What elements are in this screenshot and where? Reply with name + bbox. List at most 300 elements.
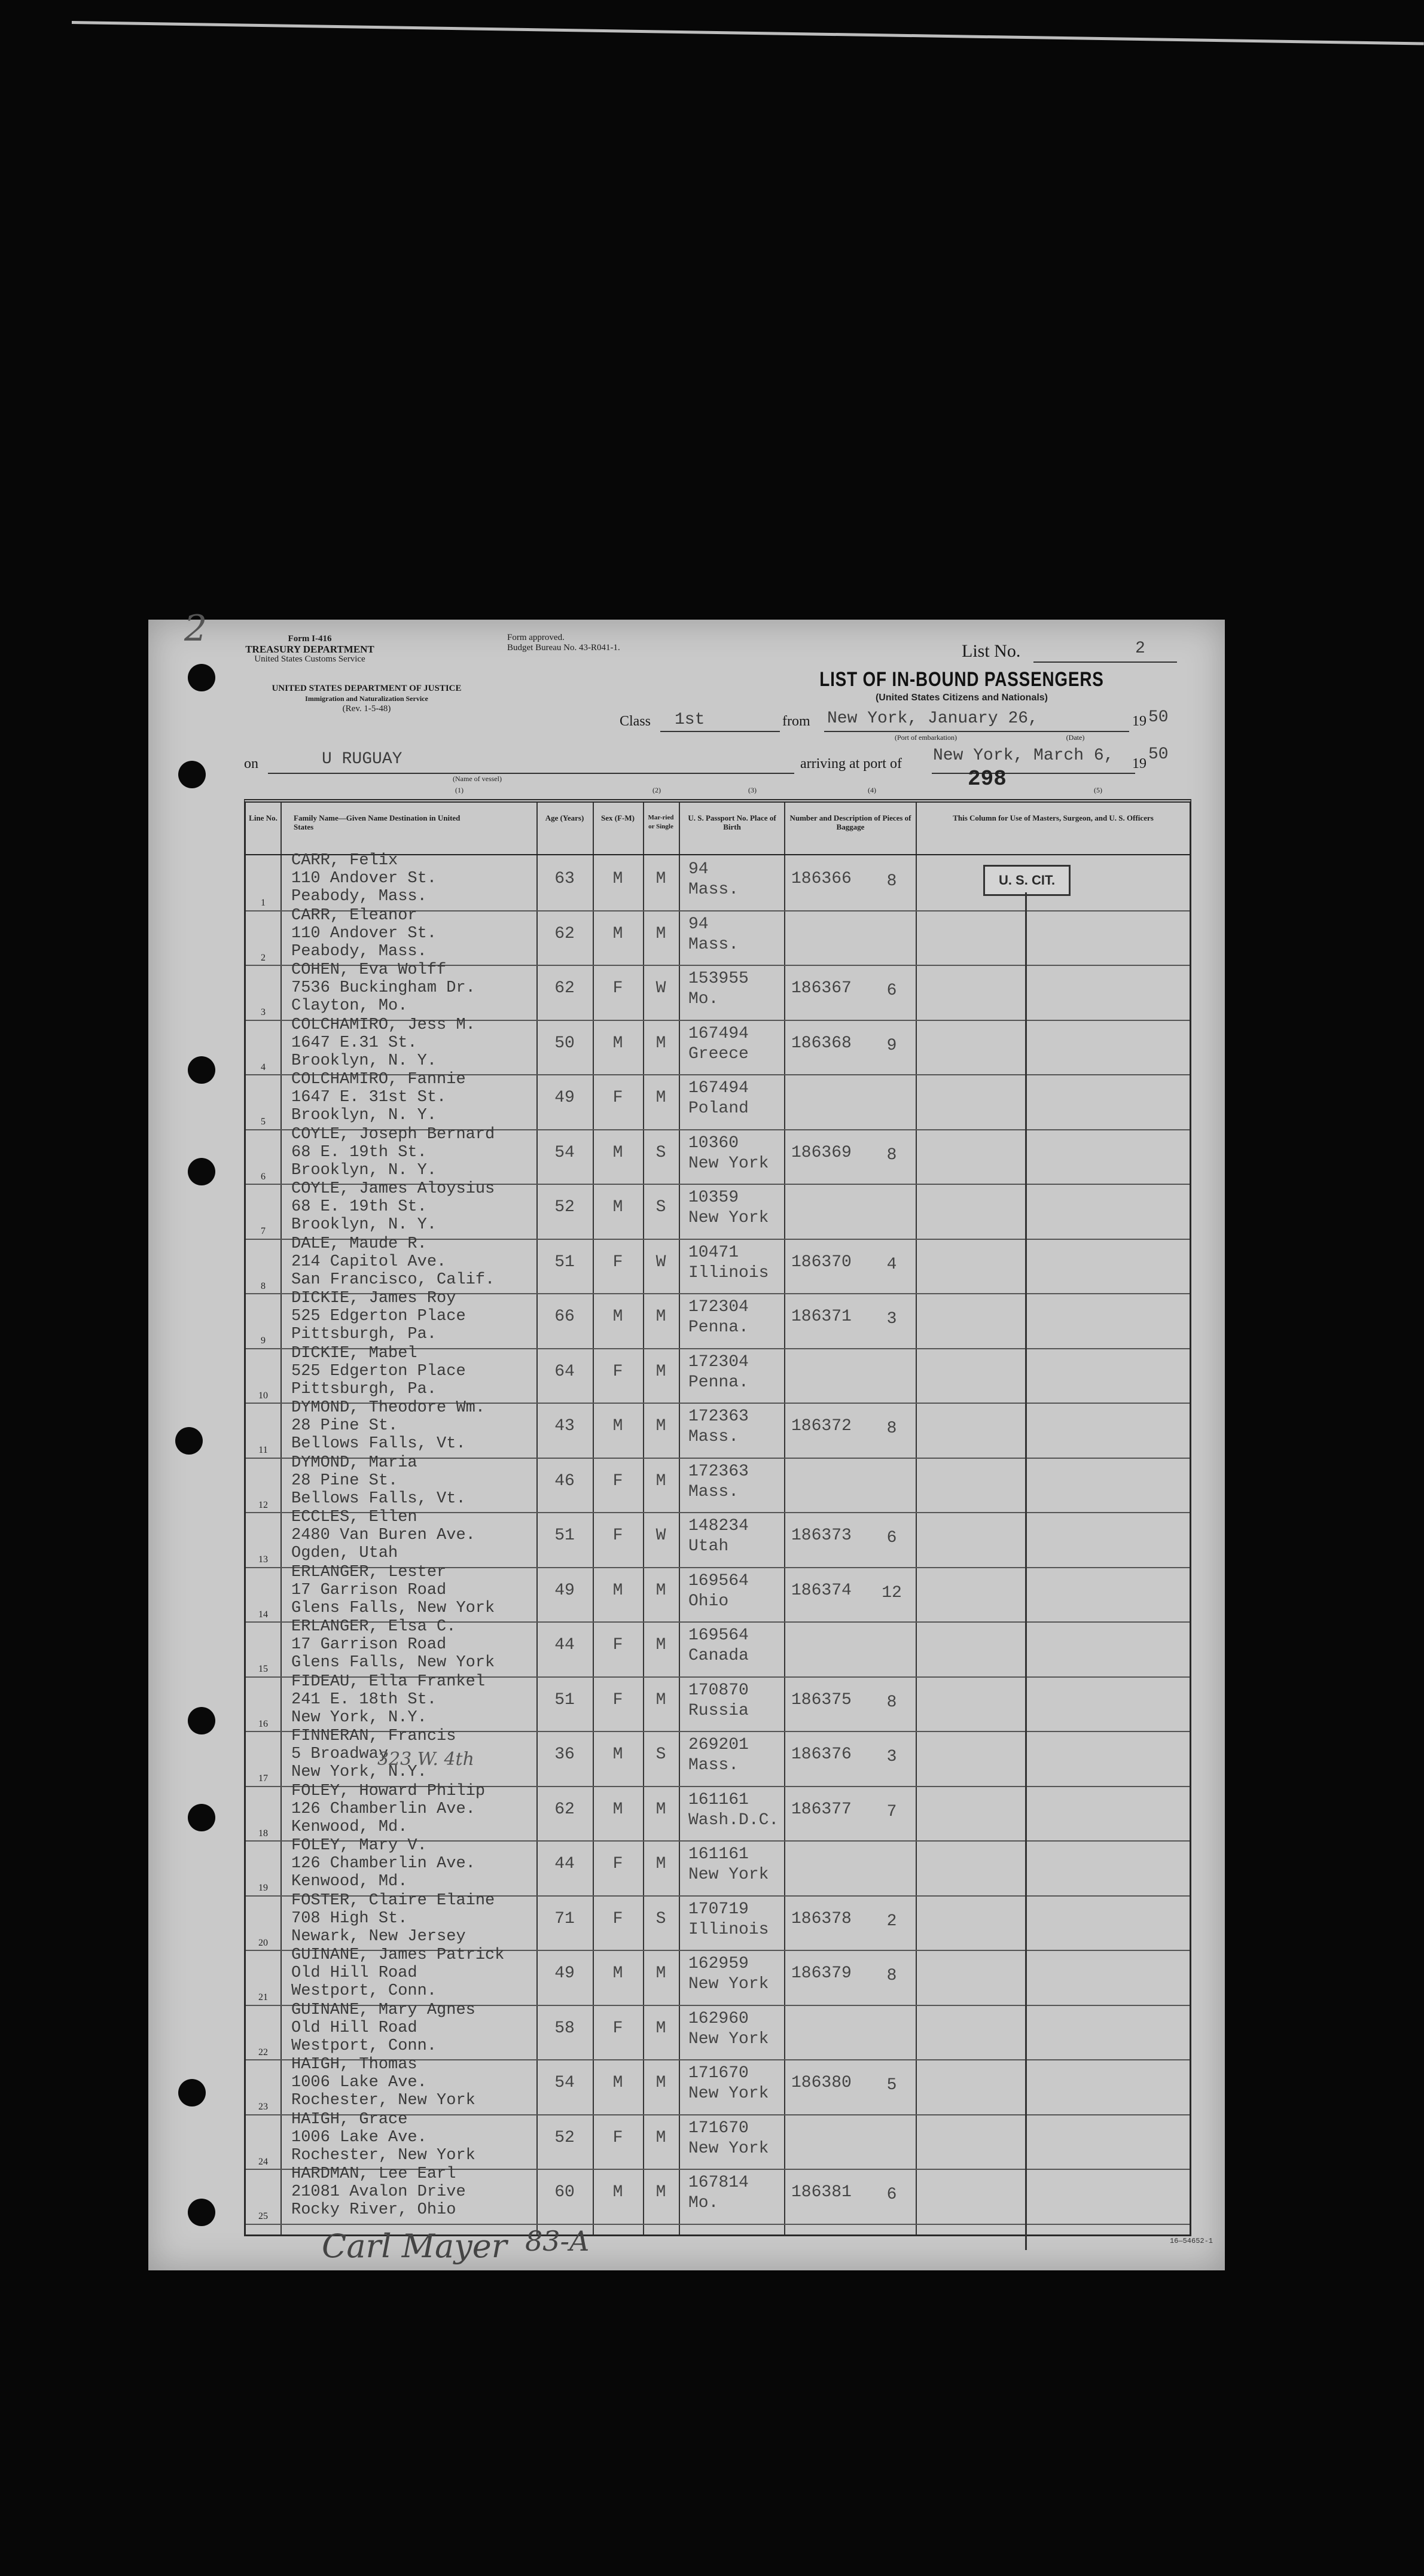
marital-status: M — [655, 1581, 666, 1600]
marital-status: S — [655, 1909, 666, 1928]
passenger-name-address: FIDEAU, Ella Frankel 241 E. 18th St. New York, N.Y. — [291, 1672, 486, 1727]
table-row — [246, 1234, 1190, 1294]
us-citizen-stamp: U. S. CIT. — [983, 865, 1071, 896]
line-number: 25 — [258, 2211, 268, 2221]
table-row — [246, 1672, 1190, 1732]
marital-status: M — [655, 2074, 666, 2092]
baggage-pieces: 3 — [886, 1310, 897, 1328]
marital-status: W — [655, 1252, 666, 1272]
marital-status: M — [655, 1690, 666, 1709]
sex: M — [612, 1034, 623, 1053]
line-number: 1 — [261, 898, 266, 908]
table-row — [246, 1071, 1190, 1130]
passenger-name-address: DICKIE, Mabel 525 Edgerton Place Pittsburgh, Pa. — [291, 1344, 466, 1398]
place-of-birth: Mass. — [688, 1756, 739, 1775]
arrival-underline — [932, 773, 1135, 774]
table-row — [246, 1563, 1190, 1623]
baggage-pieces: 8 — [886, 1967, 897, 1985]
line-number: 21 — [258, 1992, 268, 2002]
table-row — [246, 1180, 1190, 1239]
punch-hole — [175, 1427, 203, 1455]
col-header-baggage: Number and Description of Pieces of Baggage — [789, 813, 911, 831]
age: 44 — [554, 1636, 575, 1654]
from-year: 50 — [1148, 708, 1169, 727]
age: 36 — [554, 1745, 575, 1764]
approval-block — [507, 633, 675, 653]
baggage-pieces: 8 — [886, 1145, 897, 1164]
sex: F — [612, 1471, 623, 1490]
col-number-4: (4) — [868, 786, 876, 794]
punch-hole — [188, 1804, 215, 1831]
from-value: New York, January 26, — [827, 709, 1038, 728]
passenger-name-address: COHEN, Eva Wolff 7536 Buckingham Dr. Clayton, Mo. — [291, 961, 475, 1015]
table-row — [246, 961, 1190, 1020]
sex: F — [612, 2128, 623, 2147]
marital-status: M — [655, 1417, 666, 1435]
line-number: 22 — [258, 2047, 268, 2057]
vessel-note: (Name of vessel) — [453, 775, 502, 783]
place-of-birth: Wash.D.C. — [688, 1810, 779, 1830]
line-number: 20 — [258, 1937, 268, 1948]
revision-date: (Rev. 1-5-48) — [342, 704, 391, 714]
table-row — [246, 2001, 1190, 2060]
port-embarkation-note: (Port of embarkation) — [895, 733, 957, 742]
punch-hole — [188, 1707, 215, 1734]
line-number: 9 — [261, 1336, 266, 1346]
inspector-signature: Carl Mayer — [322, 2227, 507, 2265]
sex: M — [612, 1800, 623, 1819]
list-no-label: List No. — [962, 641, 1021, 661]
arrival-year-prefix: 19 — [1132, 756, 1146, 772]
place-of-birth: Canada — [688, 1647, 749, 1665]
marital-status: M — [655, 1034, 666, 1053]
col-header-line: Line No. — [249, 813, 278, 822]
marital-status: M — [655, 1362, 666, 1381]
passenger-name-address: GUINANE, Mary Agnes Old Hill Road Westport, Conn. — [291, 2001, 475, 2055]
arrival-value: New York, March 6, — [933, 746, 1114, 765]
table-row — [246, 2110, 1190, 2170]
table-row — [246, 1727, 1190, 1787]
baggage-pieces: 8 — [886, 1693, 897, 1712]
handwritten-address-note: 323 W. 4th — [377, 1749, 474, 1770]
marital-status: M — [655, 924, 666, 943]
place-of-birth: New York — [688, 1865, 769, 1884]
signature-note: 83-A — [525, 2225, 590, 2257]
marital-status: M — [655, 870, 666, 888]
table-row — [246, 1125, 1190, 1185]
passport-number: 94 — [688, 914, 709, 934]
baggage-pieces: 9 — [886, 1036, 897, 1055]
sex: F — [612, 1855, 623, 1873]
baggage-number: 186375 — [791, 1690, 852, 1709]
line-number: 24 — [258, 2156, 268, 2167]
place-of-birth: New York — [688, 1209, 769, 1227]
from-underline — [824, 731, 1129, 732]
baggage-pieces: 3 — [886, 1748, 897, 1766]
punch-hole — [178, 761, 206, 788]
passenger-name-address: COLCHAMIRO, Fannie 1647 E. 31st St. Brooklyn, N. Y. — [291, 1071, 466, 1124]
sex: M — [612, 1745, 623, 1764]
passport-number: 161161 — [688, 1790, 749, 1809]
table-row — [246, 1946, 1190, 2005]
place-of-birth: New York — [688, 1154, 769, 1173]
passport-number: 10359 — [688, 1188, 739, 1207]
col-number-2: (2) — [652, 786, 661, 794]
line-number: 2 — [261, 952, 266, 963]
class-underline — [660, 731, 780, 732]
sex: M — [612, 1198, 623, 1217]
age: 52 — [554, 2128, 575, 2147]
table-row — [246, 1618, 1190, 1677]
passenger-name-address: DALE, Maude R. 214 Capitol Ave. San Francisco, Calif. — [291, 1234, 495, 1289]
age: 49 — [554, 1581, 575, 1600]
punch-hole — [178, 2079, 206, 2106]
baggage-number: 186380 — [791, 2074, 852, 2092]
marital-status: W — [655, 1526, 666, 1545]
passport-number: 172363 — [688, 1462, 749, 1481]
place-of-birth: Illinois — [688, 1920, 769, 1939]
line-number: 17 — [258, 1773, 268, 1784]
passenger-name-address: FOLEY, Howard Philip 126 Chamberlin Ave. Kenwood, Md. — [291, 1782, 486, 1836]
place-of-birth: New York — [688, 2139, 769, 2158]
line-number: 18 — [258, 1828, 268, 1839]
passenger-name-address: FOSTER, Claire Elaine 708 High St. Newark, New Jersey — [291, 1891, 495, 1946]
passport-number: 170870 — [688, 1681, 749, 1700]
form-number: Form I-416 — [288, 634, 332, 644]
place-of-birth: Mass. — [688, 880, 739, 899]
passenger-name-address: DICKIE, James Roy 525 Edgerton Place Pittsburgh, Pa. — [291, 1289, 466, 1343]
marital-status: W — [655, 979, 666, 998]
age: 66 — [554, 1307, 575, 1326]
marital-status: M — [655, 1636, 666, 1654]
age: 64 — [554, 1362, 575, 1381]
sex: M — [612, 870, 623, 888]
place-of-birth: Illinois — [688, 1263, 769, 1282]
passport-number: 167494 — [688, 1024, 749, 1043]
passport-number: 167494 — [688, 1079, 749, 1098]
passenger-name-address: CARR, Eleanor 110 Andover St. Peabody, Mass. — [291, 906, 437, 961]
passport-number: 162960 — [688, 2009, 749, 2028]
passport-number: 10360 — [688, 1133, 739, 1153]
sex: M — [612, 2183, 623, 2202]
department-name: TREASURY DEPARTMENT — [245, 644, 374, 655]
class-value: 1st — [675, 711, 705, 729]
age: 51 — [554, 1526, 575, 1545]
place-of-birth: Poland — [688, 1099, 749, 1118]
line-number: 4 — [261, 1062, 266, 1072]
sex: M — [612, 924, 623, 943]
col-header-age: Age (Years) — [545, 813, 584, 822]
table-row — [246, 1344, 1190, 1404]
justice-block — [238, 684, 495, 714]
baggage-pieces: 7 — [886, 1802, 897, 1821]
sex: M — [612, 1143, 623, 1162]
page-title: LIST OF IN-BOUND PASSENGERS — [819, 668, 1104, 691]
stamp-ditto-line — [1025, 892, 1027, 2250]
table-row — [246, 1837, 1190, 1896]
baggage-pieces: 6 — [886, 981, 897, 1000]
age: 43 — [554, 1417, 575, 1435]
form-code: 16—54652-1 — [1169, 2237, 1213, 2245]
age: 44 — [554, 1855, 575, 1873]
place-of-birth: New York — [688, 1975, 769, 1993]
baggage-pieces: 12 — [882, 1583, 902, 1602]
passport-number: 169564 — [688, 1626, 749, 1645]
place-of-birth: Russia — [688, 1701, 749, 1720]
passenger-name-address: HAIGH, Thomas 1006 Lake Ave. Rochester, New York — [291, 2056, 475, 2109]
approval-text: Form approved. — [507, 633, 565, 642]
age: 52 — [554, 1198, 575, 1217]
passport-number: 170719 — [688, 1900, 749, 1919]
passenger-table — [244, 799, 1191, 2236]
passport-number: 172304 — [688, 1352, 749, 1371]
col-header-passport: U. S. Passport No. Place of Birth — [688, 813, 776, 831]
place-of-birth: Utah — [688, 1537, 729, 1556]
place-of-birth: Greece — [688, 1044, 749, 1063]
baggage-pieces: 2 — [886, 1912, 897, 1931]
baggage-number: 186377 — [791, 1800, 852, 1819]
passport-number: 169564 — [688, 1571, 749, 1590]
place-of-birth: New York — [688, 2084, 769, 2103]
punch-hole — [188, 1158, 215, 1185]
table-row — [246, 1289, 1190, 1349]
baggage-pieces: 8 — [886, 872, 897, 891]
line-number: 14 — [258, 1609, 268, 1620]
passenger-name-address: DYMOND, Maria 28 Pine St. Bellows Falls, Vt. — [291, 1453, 466, 1508]
col-header-married: Mar-ried or Single — [648, 814, 674, 830]
passenger-name-address: FINNERAN, Francis 5 Broadway New York, N.Y. — [291, 1727, 456, 1781]
line-number: 11 — [258, 1445, 268, 1455]
line-number: 6 — [261, 1171, 266, 1182]
line-number: 19 — [258, 1883, 268, 1893]
baggage-number: 186381 — [791, 2183, 852, 2202]
passport-number: 171670 — [688, 2064, 749, 2083]
baggage-pieces: 4 — [886, 1255, 897, 1274]
passenger-name-address: HARDMAN, Lee Earl 21081 Avalon Drive Rocky River, Ohio — [291, 2165, 466, 2219]
from-year-prefix: 19 — [1132, 714, 1146, 729]
marital-status: M — [655, 1964, 666, 1983]
age: 46 — [554, 1471, 575, 1490]
line-number: 5 — [261, 1117, 266, 1127]
place-of-birth: Penna. — [688, 1318, 749, 1337]
corner-mark: 2 — [184, 608, 208, 650]
on-label: on — [244, 756, 258, 772]
place-of-birth: Mass. — [688, 1482, 739, 1501]
passport-number: 172363 — [688, 1407, 749, 1426]
age: 62 — [554, 979, 575, 998]
line-number: 23 — [258, 2102, 268, 2112]
col-number-5: (5) — [1094, 786, 1102, 794]
passenger-name-address: DYMOND, Theodore Wm. 28 Pine St. Bellows Falls, Vt. — [291, 1399, 486, 1453]
sex: F — [612, 1690, 623, 1709]
place-of-birth: Mo. — [688, 990, 719, 1008]
sex: M — [612, 1417, 623, 1435]
table-row — [246, 1891, 1190, 1951]
row-divider — [246, 2224, 1190, 2225]
passenger-name-address: ERLANGER, Elsa C. 17 Garrison Road Glens Falls, New York — [291, 1618, 495, 1672]
marital-status: M — [655, 2183, 666, 2202]
col-number-3: (3) — [748, 786, 757, 794]
baggage-number: 186379 — [791, 1964, 852, 1983]
passport-number: 148234 — [688, 1517, 749, 1535]
place-of-birth: New York — [688, 2029, 769, 2048]
passenger-name-address: ECCLES, Ellen 2480 Van Buren Ave. Ogden, Utah — [291, 1508, 475, 1562]
sex: F — [612, 1636, 623, 1654]
passport-number: 153955 — [688, 970, 749, 988]
passport-number: 94 — [688, 860, 709, 879]
sex: F — [612, 2019, 623, 2038]
budget-text: Budget Bureau No. 43-R041-1. — [507, 643, 620, 653]
line-number: 10 — [258, 1390, 268, 1401]
manifest-page — [148, 608, 1225, 2270]
baggage-number: 186376 — [791, 1745, 852, 1764]
baggage-pieces: 6 — [886, 2185, 897, 2204]
passport-number: 269201 — [688, 1736, 749, 1754]
passport-number: 10471 — [688, 1243, 739, 1262]
justice-dept: UNITED STATES DEPARTMENT OF JUSTICE — [272, 684, 462, 693]
from-label: from — [782, 714, 810, 729]
sex: M — [612, 1964, 623, 1983]
sex: F — [612, 1252, 623, 1272]
marital-status: M — [655, 1800, 666, 1819]
table-row — [246, 1508, 1190, 1568]
sex: F — [612, 1362, 623, 1381]
marital-status: S — [655, 1198, 666, 1217]
baggage-number: 186370 — [791, 1252, 852, 1272]
sex: F — [612, 1526, 623, 1545]
marital-status: M — [655, 2128, 666, 2147]
marital-status: S — [655, 1143, 666, 1162]
age: 71 — [554, 1909, 575, 1928]
line-number: 16 — [258, 1718, 268, 1729]
date-note: (Date) — [1066, 733, 1085, 742]
age: 49 — [554, 1964, 575, 1983]
line-number: 7 — [261, 1226, 266, 1236]
baggage-number: 186366 — [791, 870, 852, 888]
age: 62 — [554, 1800, 575, 1819]
place-of-birth: Mo. — [688, 2194, 719, 2212]
passport-number: 172304 — [688, 1298, 749, 1316]
baggage-number: 186374 — [791, 1581, 852, 1600]
line-number: 13 — [258, 1554, 268, 1565]
place-of-birth: Mass. — [688, 935, 739, 954]
age: 49 — [554, 1089, 575, 1107]
passenger-name-address: COYLE, James Aloysius 68 E. 19th St. Brooklyn, N. Y. — [291, 1180, 495, 1234]
class-label: Class — [620, 714, 651, 729]
passenger-name-address: GUINANE, James Patrick Old Hill Road Westport, Conn. — [291, 1946, 505, 2000]
table-row — [246, 1453, 1190, 1513]
marital-status: M — [655, 1089, 666, 1107]
marital-status: M — [655, 1307, 666, 1326]
baggage-number: 186371 — [791, 1307, 852, 1326]
arriving-label: arriving at port of — [800, 756, 902, 772]
punch-hole — [188, 664, 215, 691]
baggage-number: 186369 — [791, 1143, 852, 1162]
passenger-name-address: COYLE, Joseph Bernard 68 E. 19th St. Brooklyn, N. Y. — [291, 1125, 495, 1179]
passport-number: 162959 — [688, 1955, 749, 1973]
list-no-value: 2 — [1135, 639, 1145, 658]
col-number-1: (1) — [455, 786, 464, 794]
passenger-name-address: COLCHAMIRO, Jess M. 1647 E.31 St. Brooklyn, N. Y. — [291, 1016, 475, 1070]
table-row — [246, 2165, 1190, 2224]
place-of-birth: Mass. — [688, 1428, 739, 1446]
sex: M — [612, 1581, 623, 1600]
col-header-officers: This Column for Use of Masters, Surgeon, and U. S. Officers — [953, 813, 1154, 822]
passenger-name-address: HAIGH, Grace 1006 Lake Ave. Rochester, New York — [291, 2110, 475, 2165]
list-no-underline — [1033, 661, 1177, 663]
marital-status: M — [655, 1855, 666, 1873]
passport-number: 161161 — [688, 1845, 749, 1864]
marital-status: M — [655, 2019, 666, 2038]
baggage-pieces: 5 — [886, 2076, 897, 2095]
age: 51 — [554, 1252, 575, 1272]
sex: M — [612, 2074, 623, 2092]
age: 54 — [554, 2074, 575, 2092]
passenger-name-address: ERLANGER, Lester 17 Garrison Road Glens Falls, New York — [291, 1563, 495, 1617]
age: 51 — [554, 1690, 575, 1709]
table-row — [246, 1399, 1190, 1458]
passport-number: 167814 — [688, 2173, 749, 2192]
baggage-number: 186372 — [791, 1417, 852, 1435]
age: 50 — [554, 1034, 575, 1053]
marital-status: M — [655, 1471, 666, 1490]
place-of-birth: Penna. — [688, 1373, 749, 1392]
marital-status: S — [655, 1745, 666, 1764]
sex: F — [612, 1909, 623, 1928]
ins-name: Immigration and Naturalization Service — [305, 694, 428, 703]
age: 63 — [554, 870, 575, 888]
punch-hole — [188, 2199, 215, 2226]
table-row — [246, 906, 1190, 966]
age: 60 — [554, 2183, 575, 2202]
col-header-sex: Sex (F-M) — [601, 813, 635, 822]
vessel-underline — [268, 773, 794, 774]
col-header-name: Family Name—Given Name Destination in United States — [294, 813, 461, 831]
table-row — [246, 1782, 1190, 1842]
service-name: United States Customs Service — [254, 654, 365, 664]
baggage-number: 186367 — [791, 979, 852, 998]
form-header-block — [238, 634, 382, 664]
baggage-pieces: 6 — [886, 1529, 897, 1547]
age: 54 — [554, 1143, 575, 1162]
passport-number: 171670 — [688, 2118, 749, 2138]
line-number: 8 — [261, 1281, 266, 1291]
page-subtitle: (United States Citizens and Nationals) — [875, 693, 1048, 703]
sex: M — [612, 1307, 623, 1326]
baggage-number: 186378 — [791, 1909, 852, 1928]
page-number-stamp: 298 — [968, 767, 1007, 791]
arrival-year: 50 — [1148, 745, 1169, 764]
passenger-name-address: CARR, Felix 110 Andover St. Peabody, Mass. — [291, 852, 437, 906]
line-number: 3 — [261, 1007, 266, 1017]
vessel-name: U RUGUAY — [322, 750, 402, 769]
line-number: 15 — [258, 1664, 268, 1674]
passenger-name-address: FOLEY, Mary V. 126 Chamberlin Ave. Kenwood, Md. — [291, 1837, 475, 1891]
place-of-birth: Ohio — [688, 1592, 729, 1611]
age: 62 — [554, 924, 575, 943]
baggage-number: 186368 — [791, 1034, 852, 1053]
punch-hole — [188, 1056, 215, 1084]
scan-top-line — [72, 21, 1424, 45]
sex: F — [612, 1089, 623, 1107]
sex: F — [612, 979, 623, 998]
baggage-pieces: 8 — [886, 1419, 897, 1438]
baggage-number: 186373 — [791, 1526, 852, 1545]
table-row — [246, 1016, 1190, 1075]
age: 58 — [554, 2019, 575, 2038]
line-number: 12 — [258, 1499, 268, 1510]
table-row — [246, 2056, 1190, 2115]
